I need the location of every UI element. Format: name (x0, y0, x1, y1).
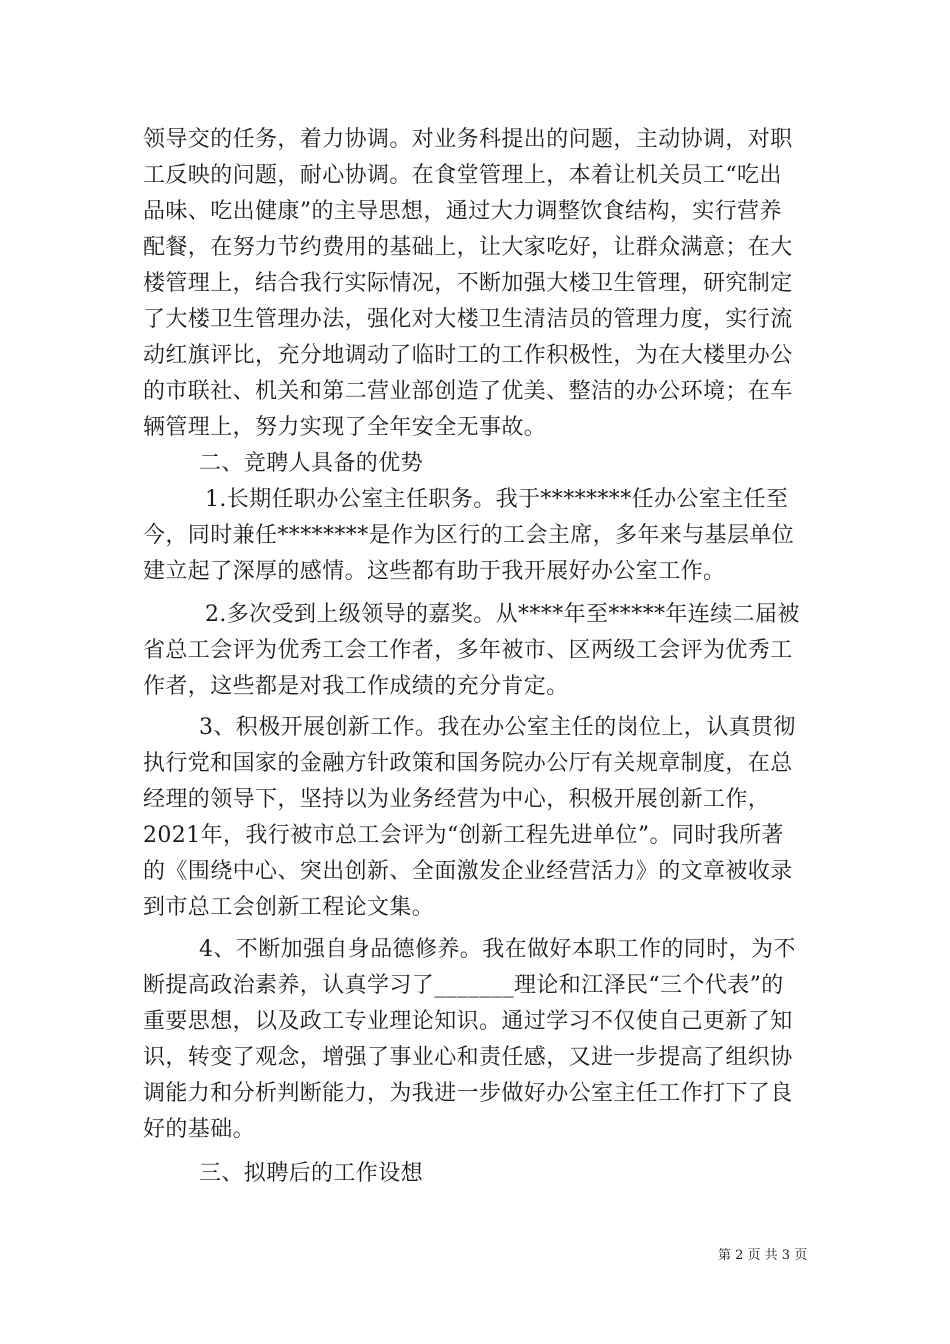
body-line: 了大楼卫生管理办法，强化对大楼卫生清洁员的管理力度，实行流 (143, 307, 793, 332)
body-line: 识，转变了观念，增强了事业心和责任感，又进一步提高了组织协 (143, 1045, 793, 1070)
body-line: 辆管理上，努力实现了全年安全无事故。 (143, 415, 547, 440)
body-line: 的市联社、机关和第二营业部创造了优美、整洁的办公环境；在车 (143, 379, 793, 404)
body-line: 工反映的问题，耐心协调。在食堂管理上，本着让机关员工“吃出 (143, 163, 782, 188)
body-line: 省总工会评为优秀工会工作者，多年被市、区两级工会评为优秀工 (143, 638, 793, 663)
body-line: 执行党和国家的金融方针政策和国务院办公厅有关规章制度，在总 (143, 751, 793, 776)
body-line: 好的基础。 (143, 1117, 256, 1142)
body-line: 断提高政治素养，认真学习了_______理论和江泽民“三个代表”的 (143, 973, 784, 998)
body-line: 2.多次受到上级领导的嘉奖。从****年至*****年连续二届被 (205, 602, 800, 627)
page-footer: 第 2 页 共 3 页 (718, 1248, 808, 1263)
body-line: 领导交的任务，着力协调。对业务科提出的问题，主动协调，对职 (143, 127, 793, 152)
section-heading: 三、拟聘后的工作设想 (199, 1161, 424, 1186)
body-line: 建立起了深厚的感情。这些都有助于我开展好办公室工作。 (143, 559, 726, 584)
body-line: 今，同时兼任********是作为区行的工会主席，多年来与基层单位 (143, 523, 795, 548)
body-line: 重要思想，以及政工专业理论知识。通过学习不仅使自己更新了知 (143, 1009, 793, 1034)
body-line: 品味、吃出健康”的主导思想，通过大力调整饮食结构，实行营养 (143, 199, 782, 224)
body-line: 经理的领导下，坚持以为业务经营为中心，积极开展创新工作， (143, 787, 771, 812)
body-line: 的《围绕中心、突出创新、全面激发企业经营活力》的文章被收录 (143, 859, 793, 884)
body-line: 3、积极开展创新工作。我在办公室主任的岗位上，认真贯彻 (199, 715, 796, 740)
body-line: 作者，这些都是对我工作成绩的充分肯定。 (143, 674, 569, 699)
body-line: 楼管理上，结合我行实际情况，不断加强大楼卫生管理，研究制定 (143, 271, 793, 296)
section-heading: 二、竞聘人具备的优势 (199, 451, 424, 476)
body-line: 1.长期任职办公室主任职务。我于********任办公室主任至 (205, 487, 789, 512)
body-line: 4、不断加强自身品德修养。我在做好本职工作的同时，为不 (199, 937, 796, 962)
body-line: 动红旗评比，充分地调动了临时工的工作积极性，为在大楼里办公 (143, 343, 793, 368)
body-line: 到市总工会创新工程论文集。 (143, 895, 435, 920)
body-line: 配餐，在努力节约费用的基础上，让大家吃好，让群众满意；在大 (143, 235, 793, 260)
body-line: 2021年，我行被市总工会评为“创新工程先进单位”。同时我所著 (143, 823, 784, 848)
body-line: 调能力和分析判断能力，为我进一步做好办公室主任工作打下了良 (143, 1081, 793, 1106)
